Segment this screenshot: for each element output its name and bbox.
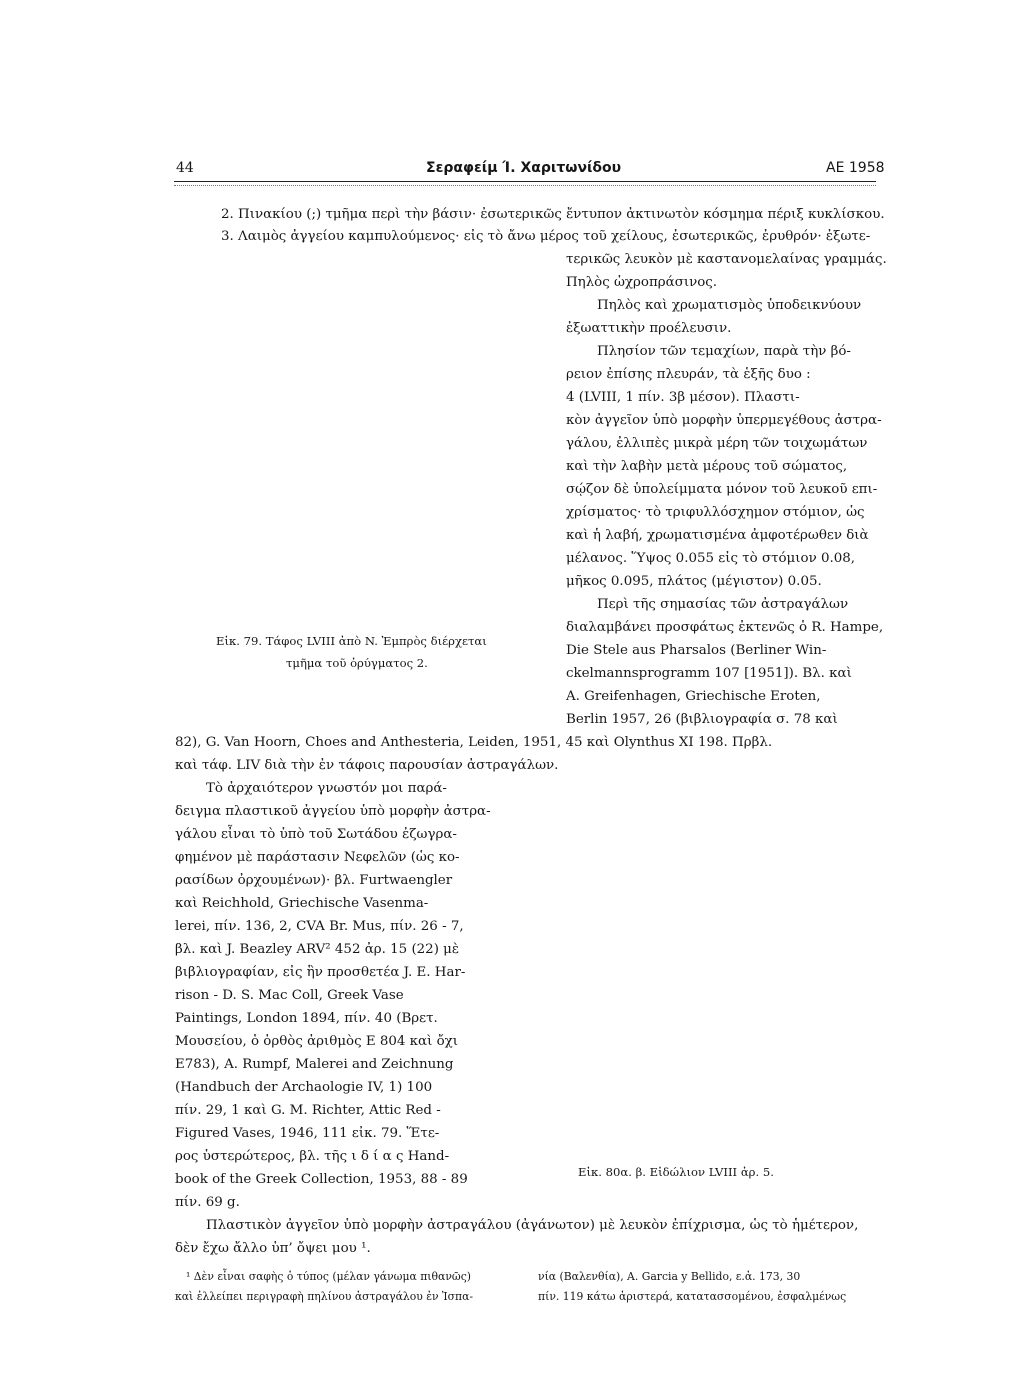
- body-line: ρος ὑστερώτερος, βλ. τῆς ι δ ί α ς Hand-: [175, 1149, 450, 1164]
- body-line: χρίσματος· τὸ τριφυλλόσχημον στόμιον, ὡς: [566, 505, 865, 520]
- body-line: διαλαμβάνει προσφάτως ἐκτενῶς ὁ R. Hampe,: [566, 620, 884, 635]
- footnote-line: καὶ ἐλλείπει περιγραφὴ πηλίνου ἀστραγάλου ἐν Ἰσπα-: [175, 1290, 474, 1303]
- body-line: 4 (LVIII, 1 πίν. 3β μέσον). Πλαστι-: [566, 390, 800, 405]
- body-line: Figured Vases, 1946, 111 εἰκ. 79. Ἕτε-: [175, 1126, 440, 1141]
- body-line: 82), G. Van Hoorn, Choes and Anthesteria, Leiden, 1951, 45 καὶ Olynthus XI 198. Πρβλ.: [175, 735, 773, 750]
- footnote-line: νία (Βαλενθία), A. Garcia y Bellido, ε.ἀ. 173, 30: [538, 1270, 801, 1283]
- body-line: 2. Πινακίου (;) τμῆμα περὶ τὴν βάσιν· ἐσωτερικῶς ἔντυπον ἀκτινωτὸν κόσμημα πέριξ κυκλίσκου.: [221, 207, 885, 222]
- body-line: ρασίδων ὀρχουμένων)· βλ. Furtwaengler: [175, 873, 453, 888]
- body-line: Berlin 1957, 26 (βιβλιογραφία σ. 78 καὶ: [566, 712, 838, 727]
- body-line: E783), A. Rumpf, Malerei and Zeichnung: [175, 1057, 454, 1072]
- body-line: καὶ Reichhold, Griechische Vasenma-: [175, 896, 429, 911]
- body-line: Πλησίον τῶν τεμαχίων, παρὰ τὴν βό-: [597, 344, 851, 359]
- body-line: Μουσείου, ὁ ὀρθὸς ἀριθμὸς E 804 καὶ ὄχι: [175, 1034, 459, 1049]
- body-line: μῆκος 0.095, πλάτος (μέγιστον) 0.05.: [566, 574, 822, 589]
- body-line: δὲν ἔχω ἄλλο ὑπ’ ὄψει μου ¹.: [175, 1241, 371, 1256]
- body-line: βλ. καὶ J. Beazley ARV² 452 ἀρ. 15 (22) μὲ: [175, 942, 460, 957]
- body-line: κὸν ἀγγεῖον ὑπὸ μορφὴν ὑπερμεγέθους ἀστρα-: [566, 413, 882, 428]
- figure-caption: Εἰκ. 79. Τάφος LVIII ἀπὸ N. Ἐμπρὸς διέρχεται: [216, 634, 487, 648]
- footnote-line: ¹ Δὲν εἶναι σαφὴς ὁ τύπος (μέλαν γάνωμα πιθανῶς): [186, 1270, 471, 1283]
- body-line: Περὶ τῆς σημασίας τῶν ἀστραγάλων: [597, 597, 849, 612]
- body-line: Πλαστικὸν ἀγγεῖον ὑπὸ μορφὴν ἀστραγάλου (ἀγάνωτον) μὲ λευκὸν ἐπίχρισμα, ὡς τὸ ἡμέτερον,: [206, 1218, 859, 1233]
- body-line: 3. Λαιμὸς ἀγγείου καμπυλούμενος· εἰς τὸ ἄνω μέρος τοῦ χείλους, ἐσωτερικῶς, ἐρυθρόν· ἐξωτε-: [221, 229, 871, 244]
- body-line: βιβλιογραφίαν, εἰς ἣν προσθετέα J. E. Har-: [175, 965, 466, 980]
- body-line: γάλου, ἐλλιπὲς μικρὰ μέρη τῶν τοιχωμάτων: [566, 436, 868, 451]
- body-line: rison - D. S. Mac Coll, Greek Vase: [175, 988, 404, 1003]
- body-line: Die Stele aus Pharsalos (Berliner Win-: [566, 643, 827, 658]
- figure-caption: τμῆμα τοῦ ὀρύγματος 2.: [286, 656, 428, 670]
- header-rule: [174, 181, 876, 182]
- body-line: ckelmannsprogramm 107 [1951]). Βλ. καὶ: [566, 666, 852, 681]
- body-line: Πηλὸς καὶ χρωματισμὸς ὑποδεικνύουν: [597, 298, 862, 313]
- body-line: (Handbuch der Archaologie IV, 1) 100: [175, 1080, 433, 1095]
- footnote-line: πίν. 119 κάτω ἀριστερά, κατατασσομένου, ἐσφαλμένως: [538, 1290, 847, 1303]
- body-line: καὶ τὴν λαβὴν μετὰ μέρους τοῦ σώματος,: [566, 459, 848, 474]
- body-line: σῴζον δὲ ὑπολείμματα μόνον τοῦ λευκοῦ επι-: [566, 482, 878, 497]
- body-line: book of the Greek Collection, 1953, 88 - 89: [175, 1172, 468, 1187]
- page-number: 44: [176, 160, 194, 176]
- body-line: πίν. 29, 1 καὶ G. M. Richter, Attic Red -: [175, 1103, 441, 1118]
- body-line: πίν. 69 g.: [175, 1195, 240, 1210]
- body-line: lerei, πίν. 136, 2, CVA Br. Mus, πίν. 26 - 7,: [175, 919, 464, 934]
- body-line: Τὸ ἀρχαιότερον γνωστόν μοι παρά-: [206, 781, 447, 796]
- body-line: καὶ ἡ λαβή, χρωματισμένα ἀμφοτέρωθεν διὰ: [566, 528, 869, 543]
- body-line: Paintings, London 1894, πίν. 40 (Βρετ.: [175, 1011, 438, 1026]
- running-head-author: Σεραφείμ Ί. Χαριτωνίδου: [426, 160, 622, 176]
- body-line: γάλου εἶναι τὸ ὑπὸ τοῦ Σωτάδου ἐζωγρα-: [175, 827, 457, 842]
- body-line: ρειον ἐπίσης πλευράν, τὰ ἑξῆς δυο :: [566, 367, 811, 382]
- body-line: ἐξωαττικὴν προέλευσιν.: [566, 321, 732, 336]
- running-head-journal: ΑΕ 1958: [826, 160, 885, 176]
- body-line: A. Greifenhagen, Griechische Eroten,: [566, 689, 821, 704]
- body-line: καὶ τάφ. LIV διὰ τὴν ἐν τάφοις παρουσίαν ἀστραγάλων.: [175, 758, 559, 773]
- figure-caption: Εἰκ. 80α. β. Εἰδώλιον LVIII ἀρ. 5.: [578, 1165, 774, 1179]
- body-line: μέλανος. Ὕψος 0.055 εἰς τὸ στόμιον 0.08,: [566, 551, 856, 566]
- body-line: τερικῶς λευκὸν μὲ καστανομελαίνας γραμμάς.: [566, 252, 887, 267]
- body-line: δειγμα πλαστικοῦ ἀγγείου ὑπὸ μορφὴν ἀστρα-: [175, 804, 491, 819]
- header-rule-dotted: [174, 185, 876, 186]
- body-line: Πηλὸς ὠχροπράσινος.: [566, 275, 718, 290]
- body-line: φημένον μὲ παράστασιν Νεφελῶν (ὡς κο-: [175, 850, 460, 865]
